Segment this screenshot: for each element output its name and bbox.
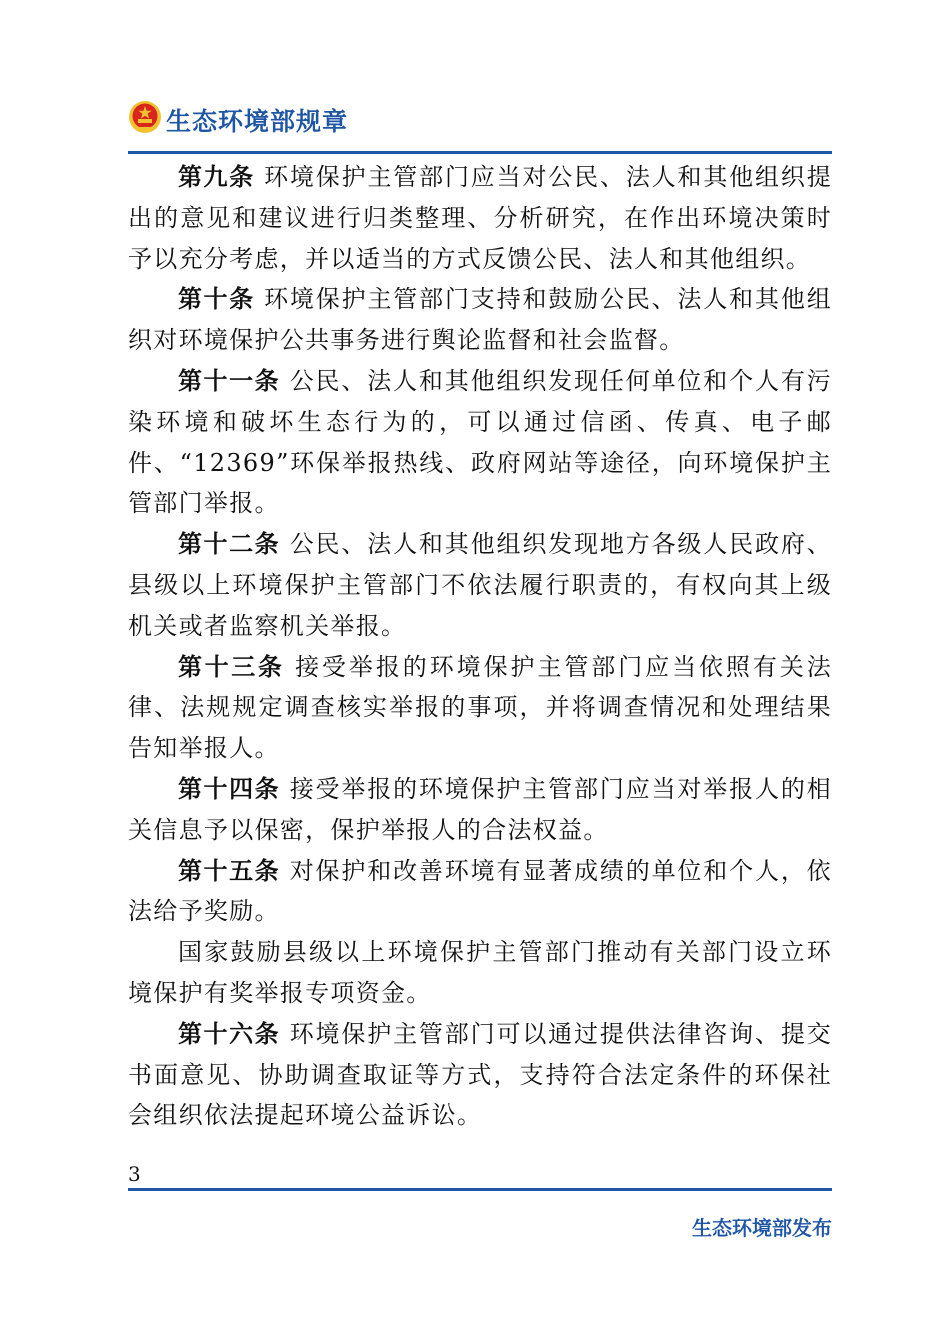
article-11	[128, 361, 832, 524]
article-label: 第十五条	[178, 856, 281, 885]
footer-divider	[128, 1188, 832, 1191]
article-text: 环境保护主管部门可以通过提供法律咨询、提交书面意见、协助调查取证等方式，支持符合法定条件的环保社会组织依法提起环境公益诉讼。	[128, 1019, 832, 1130]
header-divider	[128, 151, 832, 154]
article-15-paragraph-2	[128, 932, 832, 1014]
article-text: 接受举报的环境保护主管部门应当对举报人的相关信息予以保密，保护举报人的合法权益。	[128, 774, 832, 844]
article-text: 环境保护主管部门应当对公民、法人和其他组织提出的意见和建议进行归类整理、分析研究，在作出环境决策时予以充分考虑，并以适当的方式反馈公民、法人和其他组织。	[128, 163, 832, 273]
article-text: 公民、法人和其他组织发现任何单位和个人有污染环境和破坏生态行为的，可以通过信函、传真、电子邮件、“12369”环保举报热线、政府网站等途径，向环境保护主管部门举报。	[128, 366, 832, 518]
article-text: 国家鼓励县级以上环境保护主管部门推动有关部门设立环境保护有奖举报专项资金。	[128, 938, 832, 1007]
regulation-body	[128, 157, 832, 1136]
page-number: 3	[128, 1162, 141, 1186]
article-10	[128, 279, 832, 361]
article-16	[128, 1014, 832, 1136]
article-text: 公民、法人和其他组织发现地方各级人民政府、县级以上环境保护主管部门不依法履行职责的，有权向其上级机关或者监察机关举报。	[128, 530, 832, 640]
article-label: 第十三条	[178, 652, 285, 681]
article-label: 第十条	[178, 285, 255, 314]
article-label: 第十四条	[178, 774, 281, 803]
article-13	[128, 647, 832, 769]
article-label: 第十一条	[178, 366, 281, 395]
page-header	[128, 100, 832, 156]
article-label: 第十六条	[178, 1019, 281, 1048]
header-title: 生态环境部规章	[166, 107, 349, 136]
article-15	[128, 851, 832, 933]
footer-publisher: 生态环境部发布	[692, 1216, 832, 1240]
article-label: 第十二条	[178, 530, 281, 559]
article-text: 接受举报的环境保护主管部门应当依照有关法律、法规规定调查核实举报的事项，并将调查情况和处理结果告知举报人。	[128, 652, 833, 763]
national-emblem-icon	[128, 100, 162, 134]
article-label: 第九条	[178, 163, 255, 191]
article-9	[128, 157, 832, 279]
article-12	[128, 524, 832, 646]
article-text: 环境保护主管部门支持和鼓励公民、法人和其他组织对环境保护公共事务进行舆论监督和社会监督。	[128, 285, 832, 355]
article-text: 对保护和改善环境有显著成绩的单位和个人，依法给予奖励。	[128, 856, 832, 926]
article-14	[128, 769, 832, 851]
